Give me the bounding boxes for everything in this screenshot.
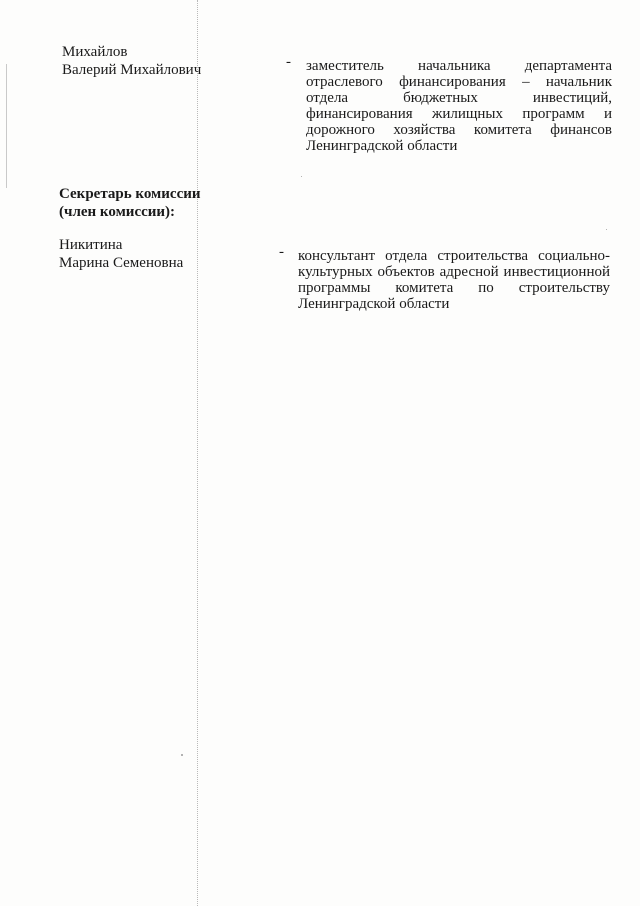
member-dash: - bbox=[286, 54, 291, 70]
member-position: заместитель начальника департамента отраслевого финансирования – начальник отдела бюджетных инвестиций, финансирования жилищных программ и дорожного хозяйства комитета финансов Ленинградской области bbox=[306, 58, 612, 154]
secretary-position: консультант отдела строительства социально-культурных объектов адресной инвестиционной программы комитета по строительству Ленинградской области bbox=[298, 248, 610, 312]
scan-speck bbox=[606, 229, 607, 230]
member-surname: Михайлов bbox=[62, 44, 128, 60]
member-given-names: Валерий Михайлович bbox=[62, 62, 202, 78]
scan-speck bbox=[181, 754, 183, 756]
scan-fold-line bbox=[197, 0, 198, 906]
secretary-given-names: Марина Семеновна bbox=[59, 255, 184, 271]
section-heading: Секретарь комиссии bbox=[59, 186, 201, 202]
secretary-dash: - bbox=[279, 244, 284, 260]
section-subheading: (член комиссии): bbox=[59, 204, 176, 220]
scan-edge-mark bbox=[6, 64, 7, 188]
secretary-surname: Никитина bbox=[59, 237, 123, 253]
scan-speck bbox=[301, 176, 302, 177]
